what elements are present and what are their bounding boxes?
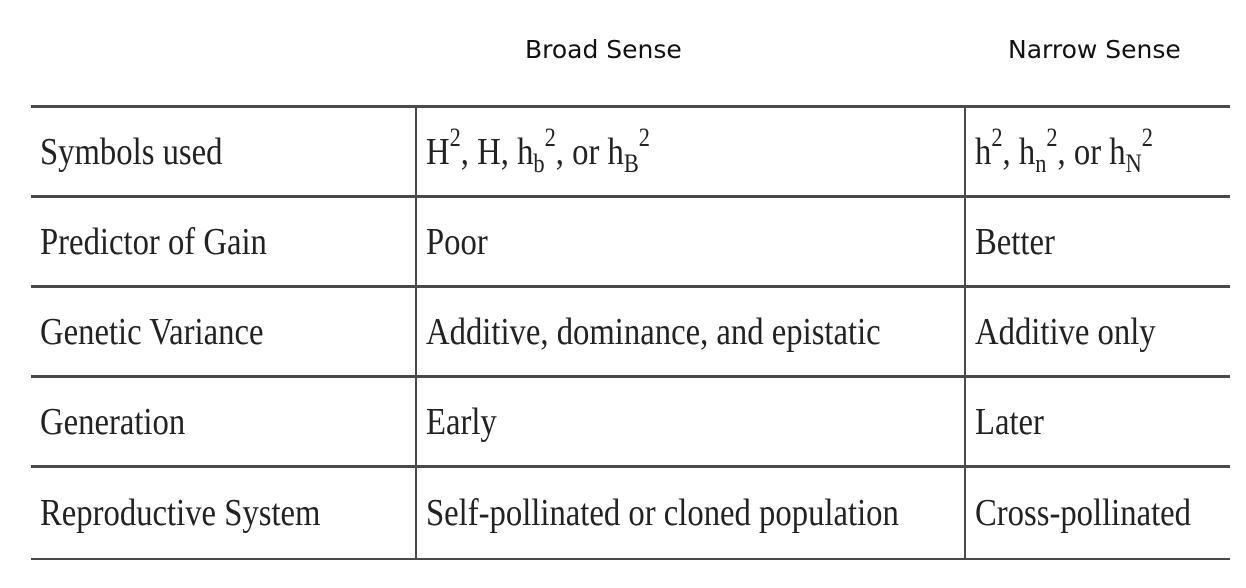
column-header-broad-sense: Broad Sense: [525, 35, 682, 64]
symbol-subscript: b: [533, 148, 545, 178]
broad-sense-cell: [416, 107, 965, 197]
narrow-value: Later: [975, 400, 1044, 443]
symbol-subscript: N: [1125, 148, 1142, 178]
row-label: Generation: [40, 400, 186, 443]
broad-sense-cell: [416, 467, 965, 559]
symbol-subscript: B: [623, 148, 639, 178]
row-label-cell: [31, 197, 416, 287]
symbol-superscript: 2: [544, 122, 556, 152]
broad-value: Poor: [426, 220, 488, 263]
column-header-narrow-sense: Narrow Sense: [1008, 35, 1181, 64]
symbol-text: , h: [1002, 130, 1036, 173]
broad-sense-cell: [416, 197, 965, 287]
broad-sense-cell: [416, 287, 965, 377]
symbol-text: h: [975, 130, 992, 173]
table-row: [31, 377, 1230, 467]
narrow-sense-cell: [965, 107, 1230, 197]
narrow-value: Additive only: [975, 310, 1156, 353]
narrow-sense-cell: [965, 287, 1230, 377]
row-label: Predictor of Gain: [40, 220, 267, 263]
symbol-superscript: 2: [1141, 122, 1153, 152]
symbol-superscript: 2: [449, 122, 461, 152]
narrow-sense-cell: [965, 467, 1230, 559]
narrow-value: Better: [975, 220, 1055, 263]
row-label-cell: [31, 287, 416, 377]
symbol-superscript: 2: [1046, 122, 1058, 152]
broad-symbols: [426, 122, 650, 178]
narrow-value: Cross-pollinated: [975, 491, 1192, 534]
row-label: Genetic Variance: [40, 310, 264, 353]
row-label-cell: [31, 107, 416, 197]
broad-value: Early: [426, 400, 497, 443]
broad-value: Self-pollinated or cloned population: [426, 491, 899, 534]
symbol-text: , or h: [555, 130, 624, 173]
symbol-text: , H, h: [460, 130, 534, 173]
symbol-text: , or h: [1057, 130, 1126, 173]
narrow-sense-cell: [965, 377, 1230, 467]
symbol-superscript: 2: [638, 122, 650, 152]
narrow-sense-cell: [965, 197, 1230, 287]
narrow-symbols: [975, 122, 1153, 178]
table-row: [31, 287, 1230, 377]
heritability-comparison-table: [31, 105, 1230, 560]
table-row: [31, 107, 1230, 197]
symbol-text: H: [426, 130, 450, 173]
table-row: [31, 467, 1230, 559]
symbol-subscript: n: [1035, 148, 1047, 178]
row-label-cell: [31, 467, 416, 559]
row-label: Reproductive System: [40, 491, 321, 534]
symbol-superscript: 2: [991, 122, 1003, 152]
broad-sense-cell: [416, 377, 965, 467]
broad-value: Additive, dominance, and epistatic: [426, 310, 881, 353]
table-row: [31, 197, 1230, 287]
row-label-cell: [31, 377, 416, 467]
row-label: Symbols used: [40, 130, 223, 173]
